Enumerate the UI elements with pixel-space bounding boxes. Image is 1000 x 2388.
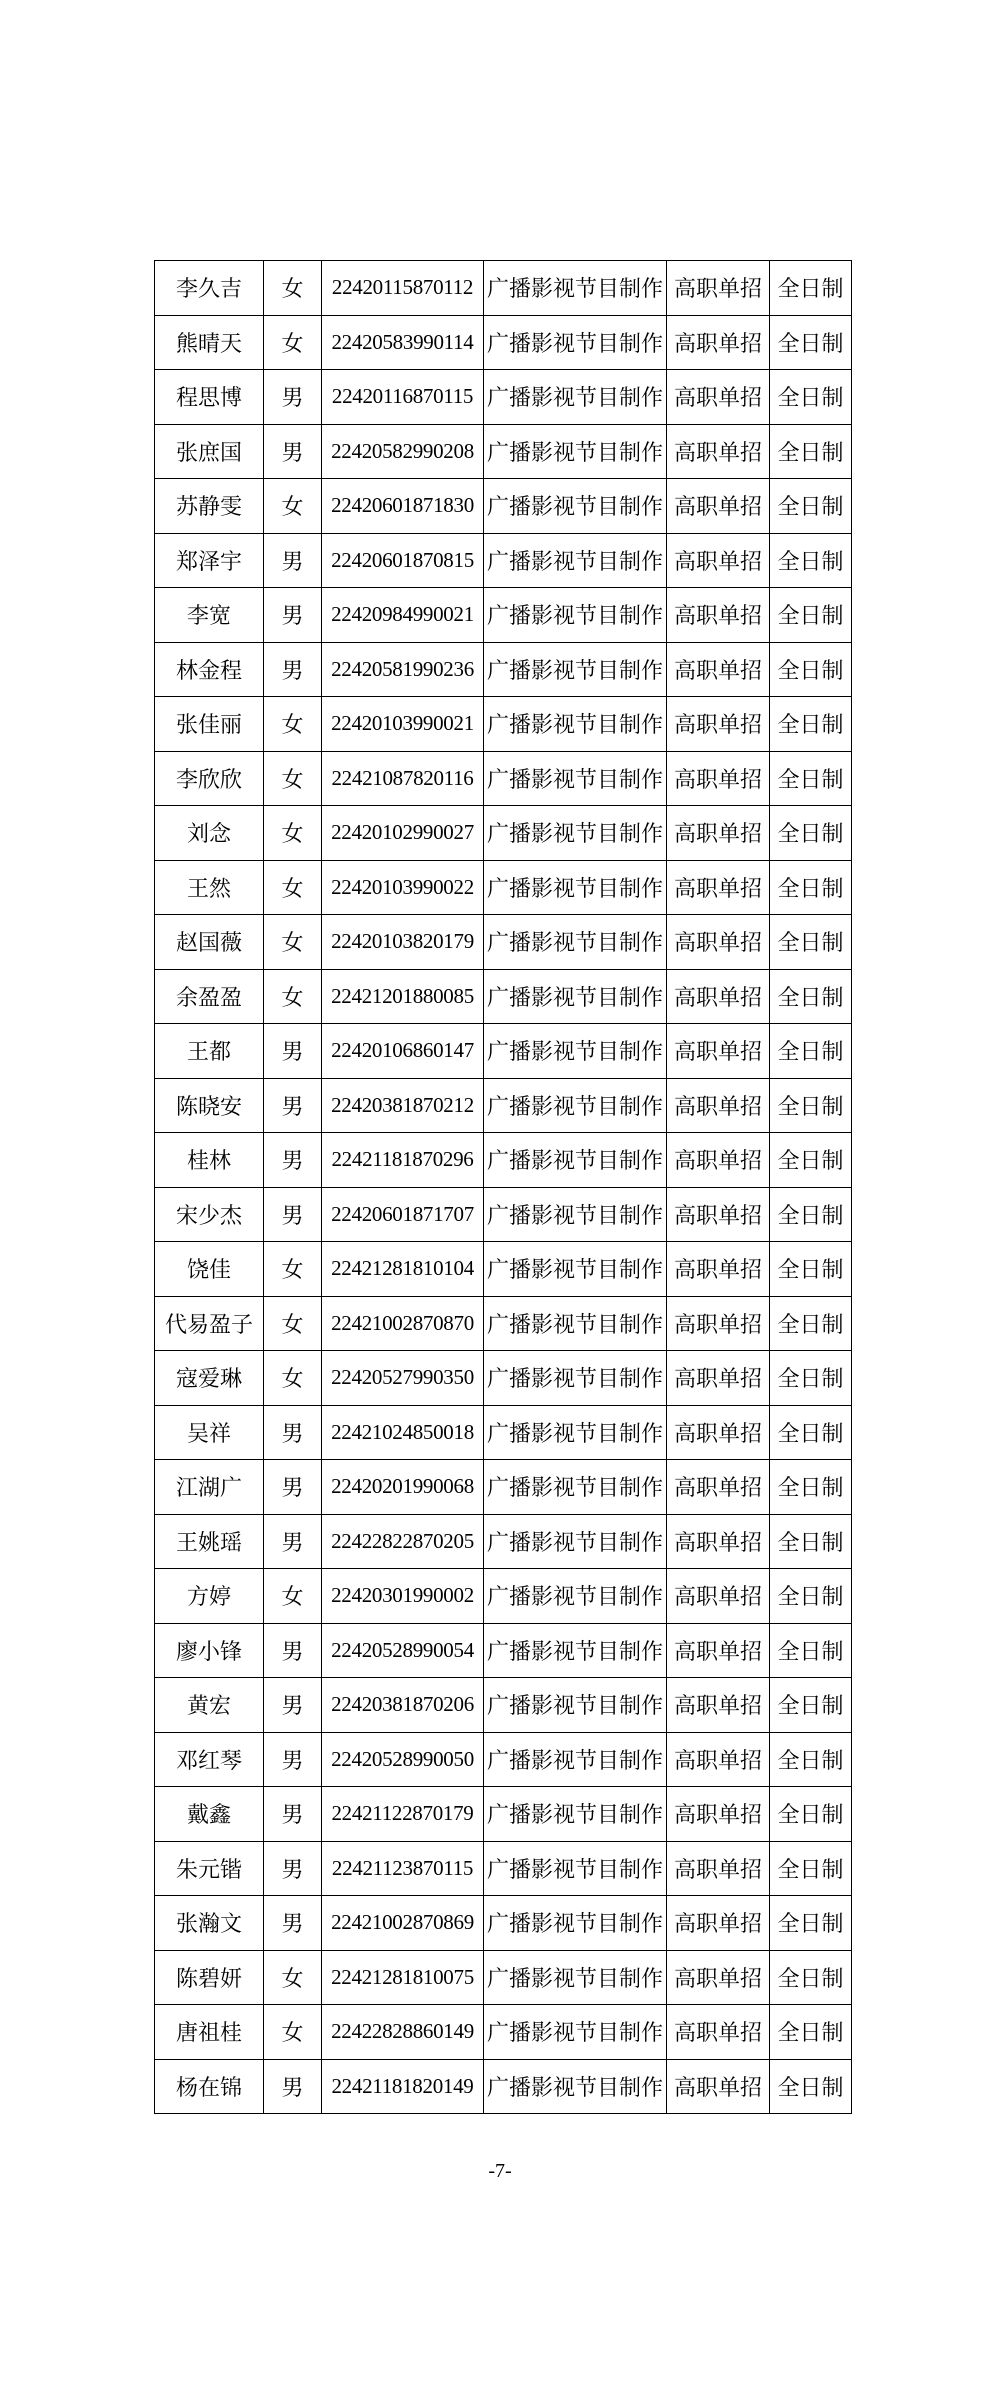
admission-type-cell: 高职单招 [667,1078,770,1133]
admission-type-cell: 高职单招 [667,2059,770,2114]
student-name-cell: 桂林 [155,1133,264,1188]
gender-cell: 男 [264,1405,322,1460]
admission-type-cell: 高职单招 [667,1569,770,1624]
table-row [155,1024,852,1079]
table-row [155,1133,852,1188]
admission-type-cell: 高职单招 [667,1623,770,1678]
exam-id-cell: 22421181870296 [322,1133,484,1188]
table-row [155,969,852,1024]
gender-cell: 女 [264,1351,322,1406]
gender-cell: 女 [264,479,322,534]
major-cell: 广播影视节目制作 [484,915,667,970]
student-name-cell: 朱元锴 [155,1841,264,1896]
admission-type-cell: 高职单招 [667,424,770,479]
major-cell: 广播影视节目制作 [484,2059,667,2114]
gender-cell: 女 [264,751,322,806]
exam-id-cell: 22421002870870 [322,1296,484,1351]
major-cell: 广播影视节目制作 [484,315,667,370]
exam-id-cell: 22420583990114 [322,315,484,370]
study-mode-cell: 全日制 [770,1187,852,1242]
gender-cell: 男 [264,1133,322,1188]
student-roster-table [154,260,852,2114]
table-row [155,1623,852,1678]
table-row [155,1950,852,2005]
table-row [155,642,852,697]
study-mode-cell: 全日制 [770,1133,852,1188]
major-cell: 广播影视节目制作 [484,370,667,425]
study-mode-cell: 全日制 [770,1242,852,1297]
study-mode-cell: 全日制 [770,2059,852,2114]
exam-id-cell: 22420381870206 [322,1678,484,1733]
gender-cell: 女 [264,315,322,370]
study-mode-cell: 全日制 [770,424,852,479]
gender-cell: 女 [264,1569,322,1624]
major-cell: 广播影视节目制作 [484,697,667,752]
gender-cell: 男 [264,1896,322,1951]
exam-id-cell: 22420103820179 [322,915,484,970]
major-cell: 广播影视节目制作 [484,261,667,316]
admission-type-cell: 高职单招 [667,1296,770,1351]
student-name-cell: 王然 [155,860,264,915]
exam-id-cell: 22420601871707 [322,1187,484,1242]
admission-type-cell: 高职单招 [667,1351,770,1406]
student-name-cell: 赵国薇 [155,915,264,970]
table-row [155,424,852,479]
table-row [155,915,852,970]
major-cell: 广播影视节目制作 [484,1787,667,1842]
major-cell: 广播影视节目制作 [484,1078,667,1133]
student-name-cell: 戴鑫 [155,1787,264,1842]
study-mode-cell: 全日制 [770,860,852,915]
exam-id-cell: 22422822870205 [322,1514,484,1569]
study-mode-cell: 全日制 [770,1623,852,1678]
gender-cell: 男 [264,370,322,425]
admission-type-cell: 高职单招 [667,915,770,970]
table-row [155,697,852,752]
major-cell: 广播影视节目制作 [484,1242,667,1297]
exam-id-cell: 22420601870815 [322,533,484,588]
roster-body [155,261,852,2114]
gender-cell: 男 [264,588,322,643]
student-name-cell: 程思博 [155,370,264,425]
study-mode-cell: 全日制 [770,533,852,588]
study-mode-cell: 全日制 [770,588,852,643]
major-cell: 广播影视节目制作 [484,2005,667,2060]
major-cell: 广播影视节目制作 [484,1133,667,1188]
exam-id-cell: 22420102990027 [322,806,484,861]
admission-type-cell: 高职单招 [667,370,770,425]
table-row [155,533,852,588]
gender-cell: 男 [264,1841,322,1896]
study-mode-cell: 全日制 [770,1078,852,1133]
student-name-cell: 寇爱琳 [155,1351,264,1406]
table-row [155,370,852,425]
major-cell: 广播影视节目制作 [484,860,667,915]
student-name-cell: 廖小锋 [155,1623,264,1678]
exam-id-cell: 22420115870112 [322,261,484,316]
admission-type-cell: 高职单招 [667,1405,770,1460]
table-row [155,806,852,861]
exam-id-cell: 22420601871830 [322,479,484,534]
student-name-cell: 唐祖桂 [155,2005,264,2060]
exam-id-cell: 22421122870179 [322,1787,484,1842]
study-mode-cell: 全日制 [770,1405,852,1460]
table-row [155,1514,852,1569]
table-row [155,1841,852,1896]
gender-cell: 女 [264,860,322,915]
admission-type-cell: 高职单招 [667,1732,770,1787]
admission-type-cell: 高职单招 [667,1460,770,1515]
gender-cell: 女 [264,261,322,316]
admission-type-cell: 高职单招 [667,533,770,588]
study-mode-cell: 全日制 [770,806,852,861]
major-cell: 广播影视节目制作 [484,1569,667,1624]
exam-id-cell: 22421087820116 [322,751,484,806]
study-mode-cell: 全日制 [770,1896,852,1951]
student-name-cell: 张瀚文 [155,1896,264,1951]
gender-cell: 女 [264,1242,322,1297]
major-cell: 广播影视节目制作 [484,751,667,806]
major-cell: 广播影视节目制作 [484,533,667,588]
admission-type-cell: 高职单招 [667,315,770,370]
major-cell: 广播影视节目制作 [484,1187,667,1242]
gender-cell: 男 [264,533,322,588]
table-row [155,1896,852,1951]
study-mode-cell: 全日制 [770,1841,852,1896]
study-mode-cell: 全日制 [770,1351,852,1406]
gender-cell: 男 [264,1460,322,1515]
table-row [155,1296,852,1351]
student-name-cell: 王姚瑶 [155,1514,264,1569]
major-cell: 广播影视节目制作 [484,1732,667,1787]
admission-type-cell: 高职单招 [667,860,770,915]
table-row [155,1569,852,1624]
admission-type-cell: 高职单招 [667,1841,770,1896]
exam-id-cell: 22420984990021 [322,588,484,643]
gender-cell: 男 [264,424,322,479]
exam-id-cell: 22420527990350 [322,1351,484,1406]
student-name-cell: 江湖广 [155,1460,264,1515]
admission-type-cell: 高职单招 [667,1896,770,1951]
admission-type-cell: 高职单招 [667,806,770,861]
gender-cell: 男 [264,1187,322,1242]
major-cell: 广播影视节目制作 [484,1296,667,1351]
exam-id-cell: 22420581990236 [322,642,484,697]
student-name-cell: 李宽 [155,588,264,643]
gender-cell: 男 [264,1678,322,1733]
table-row [155,860,852,915]
student-name-cell: 吴祥 [155,1405,264,1460]
student-name-cell: 林金程 [155,642,264,697]
exam-id-cell: 22421281810075 [322,1950,484,2005]
gender-cell: 女 [264,697,322,752]
exam-id-cell: 22420381870212 [322,1078,484,1133]
student-name-cell: 李久吉 [155,261,264,316]
major-cell: 广播影视节目制作 [484,642,667,697]
exam-id-cell: 22420201990068 [322,1460,484,1515]
study-mode-cell: 全日制 [770,1514,852,1569]
admission-type-cell: 高职单招 [667,751,770,806]
admission-type-cell: 高职单招 [667,1187,770,1242]
gender-cell: 男 [264,2059,322,2114]
gender-cell: 男 [264,642,322,697]
major-cell: 广播影视节目制作 [484,1678,667,1733]
admission-type-cell: 高职单招 [667,261,770,316]
gender-cell: 男 [264,1787,322,1842]
study-mode-cell: 全日制 [770,915,852,970]
table-row [155,1187,852,1242]
admission-type-cell: 高职单招 [667,1242,770,1297]
student-name-cell: 张庶国 [155,424,264,479]
student-name-cell: 宋少杰 [155,1187,264,1242]
table-row [155,751,852,806]
study-mode-cell: 全日制 [770,1787,852,1842]
exam-id-cell: 22420528990050 [322,1732,484,1787]
student-name-cell: 刘念 [155,806,264,861]
exam-id-cell: 22420106860147 [322,1024,484,1079]
table-row [155,1351,852,1406]
student-name-cell: 余盈盈 [155,969,264,1024]
table-row [155,1405,852,1460]
student-name-cell: 饶佳 [155,1242,264,1297]
admission-type-cell: 高职单招 [667,2005,770,2060]
exam-id-cell: 22421002870869 [322,1896,484,1951]
admission-type-cell: 高职单招 [667,697,770,752]
student-name-cell: 郑泽宇 [155,533,264,588]
exam-id-cell: 22421181820149 [322,2059,484,2114]
admission-type-cell: 高职单招 [667,1024,770,1079]
major-cell: 广播影视节目制作 [484,1841,667,1896]
gender-cell: 男 [264,1732,322,1787]
exam-id-cell: 22420103990021 [322,697,484,752]
gender-cell: 男 [264,1078,322,1133]
student-name-cell: 邓红琴 [155,1732,264,1787]
study-mode-cell: 全日制 [770,642,852,697]
study-mode-cell: 全日制 [770,697,852,752]
admission-type-cell: 高职单招 [667,1950,770,2005]
gender-cell: 男 [264,1514,322,1569]
admission-type-cell: 高职单招 [667,1678,770,1733]
exam-id-cell: 22421123870115 [322,1841,484,1896]
student-name-cell: 王都 [155,1024,264,1079]
table-row [155,1078,852,1133]
study-mode-cell: 全日制 [770,751,852,806]
exam-id-cell: 22420582990208 [322,424,484,479]
table-row [155,479,852,534]
major-cell: 广播影视节目制作 [484,479,667,534]
major-cell: 广播影视节目制作 [484,1623,667,1678]
student-name-cell: 熊晴天 [155,315,264,370]
student-name-cell: 陈晓安 [155,1078,264,1133]
gender-cell: 女 [264,1950,322,2005]
gender-cell: 女 [264,2005,322,2060]
major-cell: 广播影视节目制作 [484,1024,667,1079]
study-mode-cell: 全日制 [770,370,852,425]
table-row [155,1242,852,1297]
exam-id-cell: 22420116870115 [322,370,484,425]
study-mode-cell: 全日制 [770,1569,852,1624]
table-row [155,1678,852,1733]
study-mode-cell: 全日制 [770,1732,852,1787]
gender-cell: 女 [264,1296,322,1351]
student-name-cell: 苏静雯 [155,479,264,534]
gender-cell: 女 [264,915,322,970]
study-mode-cell: 全日制 [770,261,852,316]
student-name-cell: 陈碧妍 [155,1950,264,2005]
admission-type-cell: 高职单招 [667,479,770,534]
table-row [155,1732,852,1787]
study-mode-cell: 全日制 [770,1950,852,2005]
exam-id-cell: 22421024850018 [322,1405,484,1460]
study-mode-cell: 全日制 [770,479,852,534]
exam-id-cell: 22421201880085 [322,969,484,1024]
admission-type-cell: 高职单招 [667,642,770,697]
admission-type-cell: 高职单招 [667,1133,770,1188]
study-mode-cell: 全日制 [770,1024,852,1079]
page-number: -7- [488,2160,512,2182]
table-row [155,1460,852,1515]
major-cell: 广播影视节目制作 [484,1460,667,1515]
table-row [155,2005,852,2060]
exam-id-cell: 22420528990054 [322,1623,484,1678]
major-cell: 广播影视节目制作 [484,588,667,643]
student-name-cell: 张佳丽 [155,697,264,752]
major-cell: 广播影视节目制作 [484,806,667,861]
admission-type-cell: 高职单招 [667,969,770,1024]
student-name-cell: 方婷 [155,1569,264,1624]
study-mode-cell: 全日制 [770,1460,852,1515]
major-cell: 广播影视节目制作 [484,1514,667,1569]
study-mode-cell: 全日制 [770,315,852,370]
study-mode-cell: 全日制 [770,1678,852,1733]
gender-cell: 男 [264,1024,322,1079]
major-cell: 广播影视节目制作 [484,1351,667,1406]
table-row [155,588,852,643]
student-name-cell: 代易盈子 [155,1296,264,1351]
student-name-cell: 杨在锦 [155,2059,264,2114]
table-row [155,261,852,316]
exam-id-cell: 22421281810104 [322,1242,484,1297]
exam-id-cell: 22422828860149 [322,2005,484,2060]
study-mode-cell: 全日制 [770,1296,852,1351]
major-cell: 广播影视节目制作 [484,424,667,479]
major-cell: 广播影视节目制作 [484,969,667,1024]
table-row [155,315,852,370]
admission-type-cell: 高职单招 [667,588,770,643]
table-row [155,2059,852,2114]
major-cell: 广播影视节目制作 [484,1896,667,1951]
study-mode-cell: 全日制 [770,2005,852,2060]
exam-id-cell: 22420301990002 [322,1569,484,1624]
exam-id-cell: 22420103990022 [322,860,484,915]
student-name-cell: 黄宏 [155,1678,264,1733]
gender-cell: 女 [264,969,322,1024]
admission-type-cell: 高职单招 [667,1787,770,1842]
gender-cell: 女 [264,806,322,861]
student-name-cell: 李欣欣 [155,751,264,806]
gender-cell: 男 [264,1623,322,1678]
major-cell: 广播影视节目制作 [484,1405,667,1460]
table-row [155,1787,852,1842]
admission-type-cell: 高职单招 [667,1514,770,1569]
study-mode-cell: 全日制 [770,969,852,1024]
major-cell: 广播影视节目制作 [484,1950,667,2005]
